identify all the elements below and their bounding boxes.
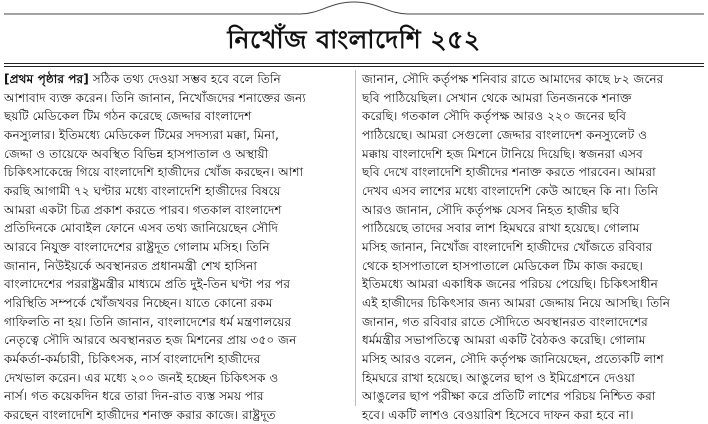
article-line [4, 145, 350, 164]
article-line-text: গাফিলতি না হয়। তিনি জানান, বাংলাদেশের ধর্ম মন্ত্রণালয়ের [4, 314, 292, 329]
article-column-left [4, 70, 350, 422]
article-line-text: মক্কায় বাংলাদেশি হজ মিশনে টানিয়ে দিয়েছি। স্বজনরা এসব [362, 146, 643, 161]
article-line [4, 331, 350, 350]
top-ornament-divider [0, 0, 708, 20]
article-line-text: ধর্মমন্ত্রীর সভাপতিত্বে আমরা একটি বৈঠকও করেছি। গোলাম [362, 333, 646, 348]
article-line [362, 294, 704, 313]
article-line [4, 350, 350, 369]
article-line-text: ছবি দেখে বাংলাদেশি হাজীদের শনাক্ত করতে পারবেন। আমরা [362, 165, 656, 180]
article-line [362, 201, 704, 220]
article-line-text: সঠিক তথ্য দেওয়া সম্ভব হবে বলে তিনি [92, 72, 281, 86]
article-line [4, 126, 350, 145]
article-line-text: থেকে হাসপাতালে হাসপাতালে মেডিকেল টিম কাজ করছে। [362, 258, 643, 273]
article-line [362, 350, 704, 369]
article-line [362, 163, 704, 182]
article-line [362, 89, 704, 108]
article-line-text: আমরা একটা চিত্র প্রকাশ করতে পারব। গতকাল বাংলাদেশ [4, 202, 282, 217]
article-line [362, 331, 704, 350]
article-line [362, 145, 704, 164]
article-line-text: ইতিমধ্যে আমরা একাধিক জনের পরিচয় পেয়েছি। চিকিৎসাধীন [362, 277, 658, 292]
article-line [4, 201, 350, 220]
headline: নিখোঁজ বাংলাদেশি ২৫২ [227, 25, 481, 54]
article-line-text: পাঠিয়েছে তাদের সবার লাশ হিমঘরে রাখা হয়েছে। গোলাম [362, 221, 640, 236]
article-line-text: মসিহ জানান, নিখোঁজ বাংলাদেশি হাজীদের খোঁজতে রবিবার [362, 239, 653, 254]
article-line-text: আশাবাদ ব্যক্ত করেন। তিনি জানান, নিখোঁজদের শনাক্তের জন্য [4, 90, 306, 105]
article-line [4, 387, 350, 406]
article-line-text: হবে। একটি লাশও বেওয়ারিশ হিসেবে দাফন করা হবে না। [362, 407, 634, 422]
article-line [362, 219, 704, 238]
article-line [362, 406, 704, 424]
article-line [4, 369, 350, 388]
article-line-text: জানান, গত রবিবার রাতে সৌদিতে অবস্থানরত বাংলাদেশের [362, 314, 648, 329]
article-column-right [362, 70, 704, 422]
article-line [362, 387, 704, 406]
continuation-kicker: [প্রথম পৃষ্ঠার পর] [4, 72, 89, 86]
article-line-text: জানান, নিউইয়র্কে অবস্থানরত প্রধানমন্ত্রী শেখ হাসিনা [4, 258, 257, 273]
article-line [362, 369, 704, 388]
article-line [362, 70, 704, 89]
article-line [4, 275, 350, 294]
article-line-text: আঙুলের ছাপ পরীক্ষা করে প্রতিটি লাশের পরিচয় নিশ্চিত করা [362, 389, 656, 404]
article-line-text: করছেন বাংলাদেশি হাজীদের শনাক্ত করার কাজে। রাষ্ট্রদূত [4, 407, 276, 422]
article-line [362, 313, 704, 332]
article-line-text: প্রতিদিনকে মোবাইল ফোনে এসব তথ্য জানিয়েছেন সৌদি [4, 221, 278, 236]
article-line-text: বাংলাদেশের পররাষ্ট্রমন্ত্রীর মাধ্যমে প্রতি দুই-তিন ঘণ্টা পর পর [4, 277, 291, 292]
article-line [4, 107, 350, 126]
article-line-text: পরিস্থিতি সম্পর্কে খোঁজখবর নিচ্ছেন। যাতে কোনো রকম [4, 295, 273, 310]
headline-rule-top [4, 63, 704, 64]
article-line-text: নার্স। গত কয়েকদিন ধরে তারা দিন-রাত ব্যস্ত সময় পার [4, 389, 264, 404]
article-line [362, 257, 704, 276]
article-line-text: কর্মকর্তা-কর্মচারী, চিকিৎসক, নার্স বাংলাদেশি হাজীদের [4, 351, 261, 366]
article-line-text: দেখব এসব লাশের মধ্যে বাংলাদেশি কেউ আছেন কি না। তিনি [362, 183, 659, 198]
article-line [362, 238, 704, 257]
article-line [362, 126, 704, 145]
article-line-text: করছি আগামী ৭২ ঘণ্টার মধ্যে বাংলাদেশি হাজীদের বিষয়ে [4, 183, 281, 198]
article-line [4, 182, 350, 201]
article-line-text: পাঠিয়েছে। আমরা সেগুলো জেদ্দার বাংলাদেশ কনস্যুলেট ও [362, 127, 648, 142]
article-line [362, 182, 704, 201]
article-line [4, 406, 350, 424]
article-line-text: জানান, সৌদি কর্তৃপক্ষ শনিবার রাতে আমাদের কাছে ৮২ জনের [362, 72, 664, 86]
headline-rule-bottom [4, 66, 704, 67]
article-line-text: করেছি। গতকাল সৌদি কর্তৃপক্ষ আরও ২২০ জনের ছবি [362, 109, 627, 124]
article-line-text: আরবে নিযুক্ত বাংলাদেশের রাষ্ট্রদূত গোলাম মসিহ। তিনি [4, 239, 270, 254]
article-line-text: মসিহ আরও বলেন, সৌদি কর্তৃপক্ষ জানিয়েছেন, প্রত্যেকটি লাশ [362, 351, 664, 366]
article-line [4, 70, 350, 89]
article-line [362, 107, 704, 126]
article-line-text: এই হাজীদের চিকিৎসার জন্য আমরা জেদ্দায় নিয়ে আসছি। তিনি [362, 295, 671, 310]
article-line-text: হিমঘরে রাখা হয়েছে। আঙুলের ছাপ ও ইমিগ্রেশনে দেওয়া [362, 370, 635, 385]
article-line [4, 219, 350, 238]
article-line [4, 313, 350, 332]
article-line [4, 238, 350, 257]
article-line-text: কনস্যুলার। ইতিমধ্যে মেডিকেল টিমের সদস্যরা মক্কা, মিনা, [4, 127, 279, 142]
article-line-text: নেতৃত্বে সৌদি আরবে অবস্থানরত হজ মিশনের প্রায় ৩৫০ জন [4, 333, 297, 348]
article-line-text: আরও জানান, সৌদি কর্তৃপক্ষ যেসব নিহত হাজীর ছবি [362, 202, 620, 217]
article-line [4, 257, 350, 276]
article-line-text: ছয়টি মেডিকেল টিম গঠন করেছে জেদ্দার বাংলাদেশ [4, 109, 252, 124]
article-line-text: দেখভাল করেন। এর মধ্যে ২০০ জনই হচ্ছেন চিকিৎসক ও [4, 370, 279, 385]
article-line [4, 89, 350, 108]
article-line-text: জেদ্দা ও তায়েফে অবস্থিত বিভিন্ন হাসপাতাল ও অস্থায়ী [4, 146, 269, 161]
column-divider [355, 70, 356, 406]
article-line [4, 163, 350, 182]
article-line [4, 294, 350, 313]
article-line-text: চিকিৎসাকেন্দ্রে গিয়ে বাংলাদেশি হাজীদের খোঁজ করছেন। আশা [4, 165, 304, 180]
article-line [362, 275, 704, 294]
article-line-text: ছবি পাঠিয়েছিল। সেখান থেকে আমরা তিনজনকে শনাক্ত [362, 90, 632, 105]
